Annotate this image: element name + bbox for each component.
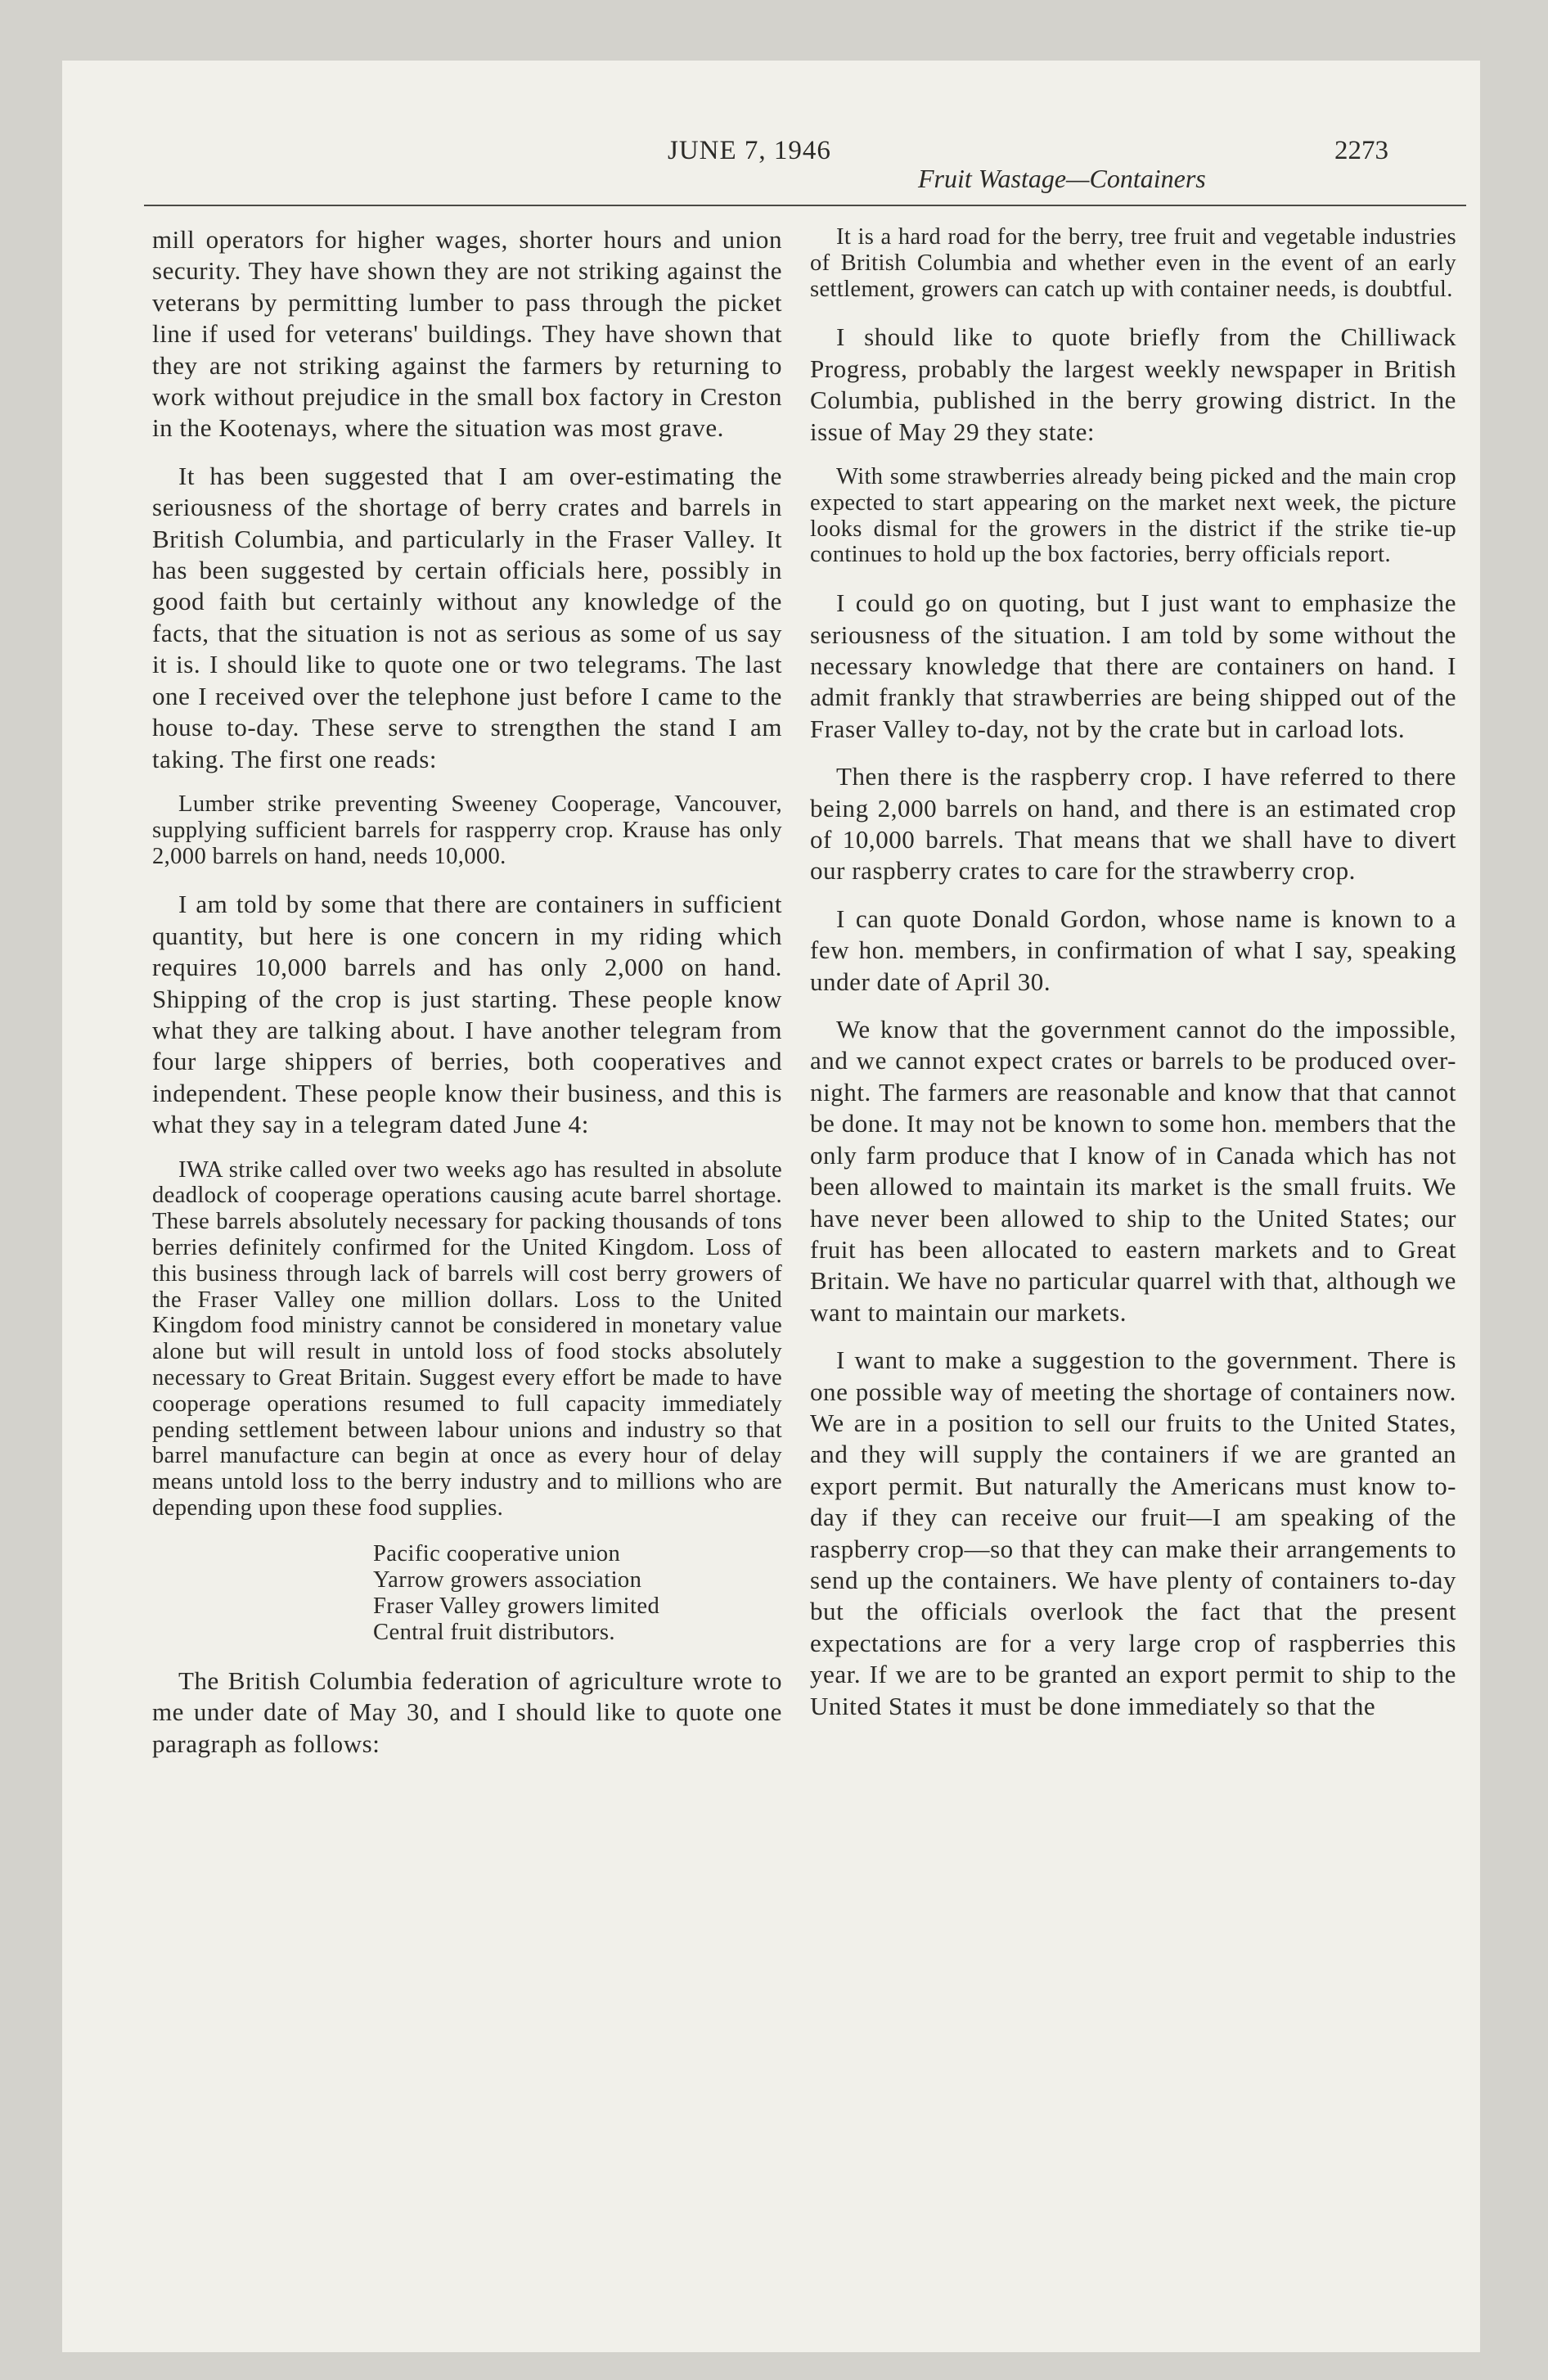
signatories xyxy=(373,1541,782,1646)
quoted-newspaper: With some strawberries already being picked and the main crop expected to start appearing on the market next week, the picture looks dismal for the growers in the district if the strike tie-up continues to hold up the box factories, berry officials report. xyxy=(810,464,1456,568)
quoted-telegram: Lumber strike preventing Sweeney Cooperage, Vancouver, supplying sufficient barrels for raspperry crop. Krause has only 2,000 barrels on hand, needs 10,000. xyxy=(152,791,782,869)
page-number: 2273 xyxy=(1334,136,1388,165)
signatory: Fraser Valley growers limited xyxy=(373,1593,660,1619)
signatory: Pacific cooperative union xyxy=(373,1540,621,1566)
quoted-telegram: IWA strike called over two weeks ago has resulted in absolute deadlock of cooperage operations causing acute barrel shortage. These barrels absolutely necessary for packing thousands of tons berries definitely confirmed for the United Kingdom. Loss of this business through lack of barrels will cost berry growers of the Fraser Valley one million dollars. Loss to the United Kingdom food ministry cannot be considered in monetary value alone but will result in untold loss of food stocks absolutely necessary to Great Britain. Suggest every effort be made to have cooperage operations resumed to full capacity immediately pending settlement between labour unions and industry so that barrel manufacture can begin at once as every hour of delay means untold loss to the berry industry and to millions who are depending upon these food supplies. xyxy=(152,1156,782,1521)
header-date: JUNE 7, 1946 xyxy=(668,136,831,165)
paragraph: mill operators for higher wages, shorter hours and union security. They have shown they are not striking against the veterans by permitting lumber to pass through the picket line if used for veterans' buildings. They have shown that they are not striking against the farmers by returning to work without prejudice in the small box factory in Creston in the Kootenays, where the situation was most grave. xyxy=(152,225,782,443)
signatory: Central fruit distributors. xyxy=(373,1619,615,1645)
left-column xyxy=(152,224,782,1776)
paragraph: We know that the government cannot do the impossible, and we cannot expect crates or barrels to be produced over-night. The farmers are reasonable and know that that cannot be done. It may not be known to some hon. members that the only farm produce that I know of in Canada which has not been allowed to maintain its market is the small fruits. We have never been allowed to ship to the United States; our fruit has been allocated to eastern markets and to Great Britain. We have no particular quarrel with that, although we want to maintain our markets. xyxy=(810,1015,1456,1327)
page xyxy=(62,61,1480,2352)
paragraph: I am told by some that there are containers in sufficient quantity, but here is one concern in my riding which requires 10,000 barrels and has only 2,000 on hand. Shipping of the crop is just starting. These people know what they are talking about. I have another telegram from four large shippers of berries, both cooperatives and independent. These people know their business, and this is what they say in a telegram dated June 4: xyxy=(152,890,782,1139)
running-head: Fruit Wastage—Containers xyxy=(918,164,1206,193)
quoted-letter: It is a hard road for the berry, tree fruit and vegetable industries of British Columbia and whether even in the event of an early settlement, growers can catch up with container needs, is doubtful. xyxy=(810,224,1456,302)
header-rule xyxy=(144,205,1466,206)
signatory: Yarrow growers association xyxy=(373,1566,642,1593)
paragraph: I could go on quoting, but I just want to emphasize the seriousness of the situation. I am told by some without the necessary knowledge that there are containers on hand. I admit frankly that strawberries are being shipped out of the Fraser Valley to-day, not by the crate but in carload lots. xyxy=(810,588,1456,743)
paragraph: I can quote Donald Gordon, whose name is known to a few hon. members, in confirmation of what I say, speaking under date of April 30. xyxy=(810,904,1456,996)
paragraph: I should like to quote briefly from the Chilliwack Progress, probably the largest weekly newspaper in British Columbia, published in the berry growing district. In the issue of May 29 they state: xyxy=(810,322,1456,446)
paragraph: Then there is the raspberry crop. I have referred to there being 2,000 barrels on hand, and there is an estimated crop of 10,000 barrels. That means that we shall have to divert our raspberry crates to care for the strawberry crop. xyxy=(810,762,1456,886)
paragraph: The British Columbia federation of agriculture wrote to me under date of May 30, and I should like to quote one paragraph as follows: xyxy=(152,1666,782,1758)
paragraph: It has been suggested that I am over-estimating the seriousness of the shortage of berry crates and barrels in British Columbia, and particularly in the Fraser Valley. It has been suggested by certain officials here, possibly in good faith but certainly without any knowledge of the facts, that the situation is not as serious as some of us say it is. I should like to quote one or two telegrams. The last one I received over the telephone just before I came to the house to-day. These serve to strengthen the stand I am taking. The first one reads: xyxy=(152,461,782,773)
paragraph: I want to make a suggestion to the government. There is one possible way of meeting the shortage of containers now. We are in a position to sell our fruits to the United States, and they will supply the containers if we are granted an export permit. But naturally the Americans must know to-day if they can receive our fruit—I am speaking of the raspberry crop—so that they can make their arrangements to send up the containers. We have plenty of containers to-day but the officials overlook the fact that the present expectations are for a very large crop of raspberries this year. If we are to be granted an export permit to ship to the United States it must be done immediately so that the xyxy=(810,1346,1456,1720)
right-column xyxy=(810,224,1456,1738)
